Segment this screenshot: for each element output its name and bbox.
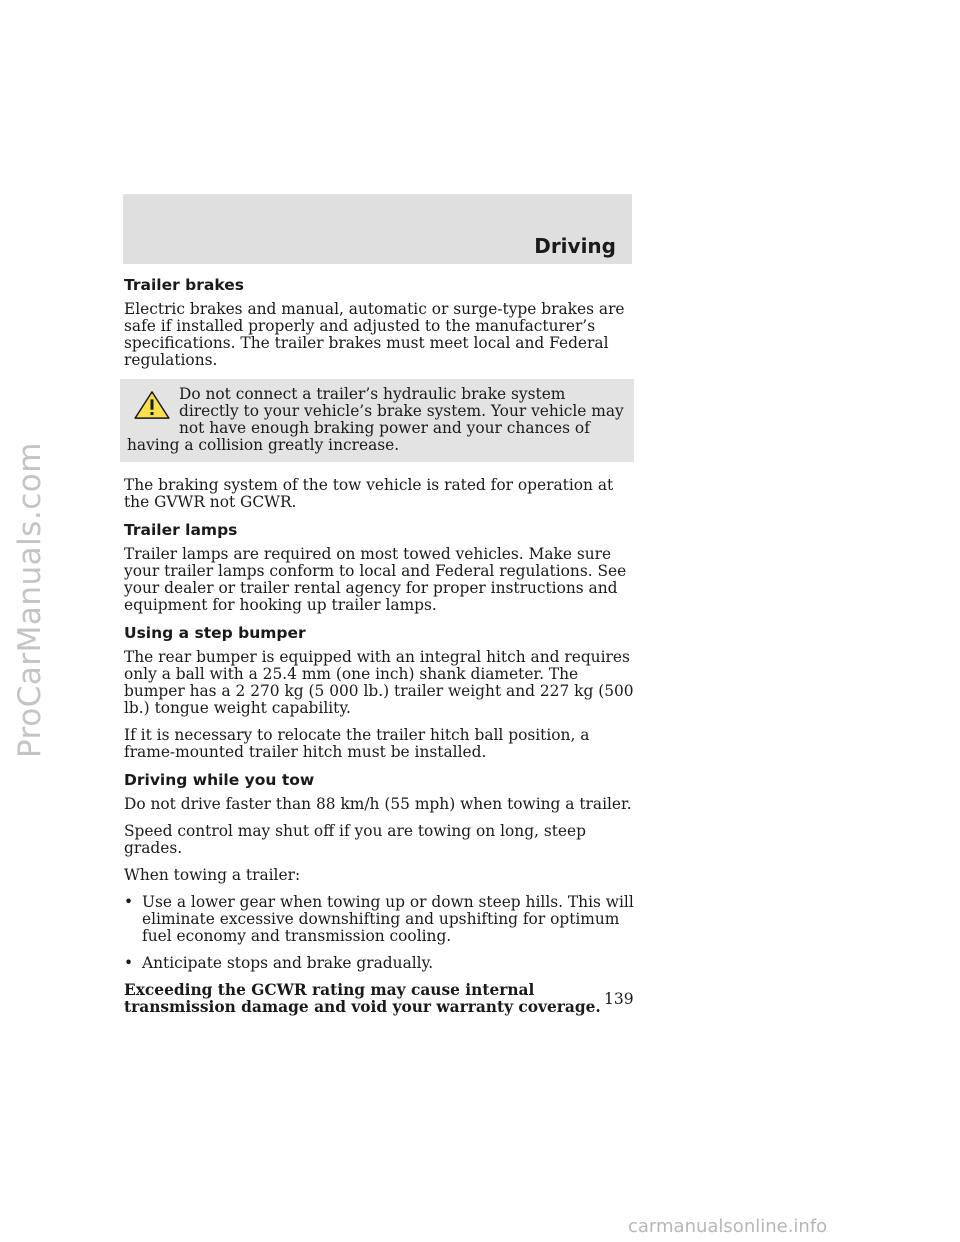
warning-box bbox=[120, 379, 634, 462]
towing-tips-list bbox=[124, 894, 634, 972]
page-content bbox=[124, 276, 634, 1026]
section-title: Driving bbox=[534, 234, 616, 258]
warning-text: Do not connect a trailer’s hydraulic brake system directly to your vehicle’s brake system. Your vehicle may not have enough braking power and your chances of having a collision greatly increase. bbox=[127, 385, 624, 454]
warning-triangle-icon bbox=[133, 390, 171, 420]
list-item-text: Use a lower gear when towing up or down steep hills. This will eliminate excessive downshifting and upshifting for optimum fuel economy and transmission cooling. bbox=[142, 893, 634, 945]
page-number: 139 bbox=[604, 990, 634, 1008]
list-item bbox=[124, 894, 634, 945]
heading-step-bumper: Using a step bumper bbox=[124, 624, 306, 642]
side-watermark-text: ProCarManuals.com bbox=[12, 442, 48, 758]
heading-trailer-lamps: Trailer lamps bbox=[124, 521, 238, 539]
step-bumper-paragraph-2: If it is necessary to relocate the trailer hitch ball position, a frame-mounted trailer hitch must be installed. bbox=[124, 726, 590, 761]
gcwr-warning-note: Exceeding the GCWR rating may cause internal transmission damage and void your warranty coverage. bbox=[124, 981, 601, 1016]
list-item-text: Anticipate stops and brake gradually. bbox=[142, 954, 434, 972]
trailer-lamps-paragraph: Trailer lamps are required on most towed vehicles. Make sure your trailer lamps conform to local and Federal regulations. See your dealer or trailer rental agency for proper instructions and equipment for hooking up trailer lamps. bbox=[124, 545, 627, 614]
list-item bbox=[124, 955, 634, 972]
heading-driving-while-tow: Driving while you tow bbox=[124, 771, 315, 789]
bullet-glyph: • bbox=[124, 893, 134, 911]
driving-tow-paragraph-2: Speed control may shut off if you are towing on long, steep grades. bbox=[124, 822, 586, 857]
footer-watermark: carmanualsonline.info bbox=[628, 1216, 828, 1237]
trailer-brakes-paragraph-2: The braking system of the tow vehicle is rated for operation at the GVWR not GCWR. bbox=[124, 476, 614, 511]
header-band bbox=[123, 194, 632, 264]
trailer-brakes-paragraph-1: Electric brakes and manual, automatic or surge-type brakes are safe if installed properly and adjusted to the manufacturer’s specifications. The trailer brakes must meet local and Federal regulations. bbox=[124, 300, 625, 369]
driving-tow-paragraph-1: Do not drive faster than 88 km/h (55 mph) when towing a trailer. bbox=[124, 795, 632, 813]
driving-tow-paragraph-3: When towing a trailer: bbox=[124, 866, 301, 884]
heading-trailer-brakes: Trailer brakes bbox=[124, 276, 244, 294]
step-bumper-paragraph-1: The rear bumper is equipped with an integral hitch and requires only a ball with a 25.4 mm (one inch) shank diameter. The bumper has a 2 270 kg (5 000 lb.) trailer weight and 227 kg (500 lb.) tongue weight capability. bbox=[124, 648, 634, 717]
side-watermark bbox=[4, 300, 56, 900]
bullet-glyph: • bbox=[124, 954, 134, 972]
